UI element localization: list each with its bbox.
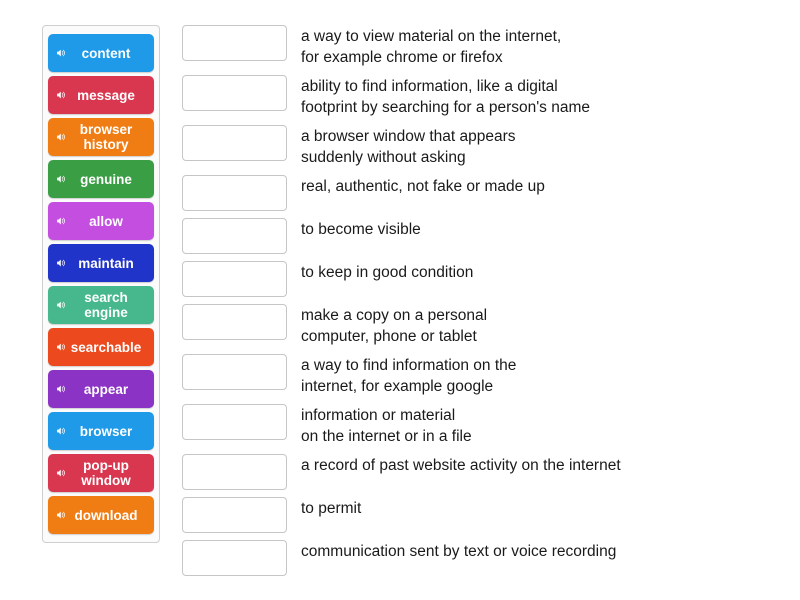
- definition-row: [182, 304, 782, 347]
- word-tile[interactable]: [48, 370, 154, 408]
- definition-text: to become visible: [301, 221, 421, 238]
- word-tile-label: search engine: [84, 290, 128, 320]
- speaker-icon[interactable]: [55, 174, 66, 185]
- definition-row: [182, 218, 782, 254]
- speaker-icon[interactable]: [55, 342, 66, 353]
- speaker-icon[interactable]: [55, 468, 66, 479]
- word-tile-label: browser history: [79, 122, 133, 152]
- speaker-icon[interactable]: [55, 132, 66, 143]
- definition-row: [182, 454, 782, 490]
- definition-text: a record of past website activity on the internet: [301, 457, 621, 474]
- word-tile[interactable]: [48, 202, 154, 240]
- answer-drop-zone[interactable]: [182, 175, 287, 211]
- speaker-icon[interactable]: [55, 258, 66, 269]
- definition-row: [182, 404, 782, 447]
- definition-text: to keep in good condition: [301, 264, 474, 281]
- definition-row: [182, 540, 782, 576]
- word-tile[interactable]: [48, 496, 154, 534]
- answer-drop-zone[interactable]: [182, 404, 287, 440]
- answer-drop-zone[interactable]: [182, 354, 287, 390]
- word-tile[interactable]: [48, 328, 154, 366]
- definition-text: a browser window that appears suddenly without asking: [301, 128, 516, 166]
- definition-text: a way to view material on the internet, for example chrome or firefox: [301, 28, 562, 66]
- answer-drop-zone[interactable]: [182, 304, 287, 340]
- definition-row: [182, 175, 782, 211]
- definition-text: communication sent by text or voice recording: [301, 543, 617, 560]
- answer-drop-zone[interactable]: [182, 540, 287, 576]
- answer-drop-zone[interactable]: [182, 261, 287, 297]
- word-tile[interactable]: [48, 244, 154, 282]
- speaker-icon[interactable]: [55, 48, 66, 59]
- word-tile-label: appear: [83, 381, 129, 397]
- word-tile[interactable]: [48, 76, 154, 114]
- definition-row: [182, 25, 782, 68]
- definition-text: make a copy on a personal computer, phone or tablet: [301, 307, 488, 345]
- word-tile[interactable]: [48, 160, 154, 198]
- word-tile-label: genuine: [80, 171, 132, 187]
- definition-text: to permit: [301, 500, 362, 517]
- word-tile-label: browser: [79, 423, 133, 439]
- word-tile[interactable]: [48, 34, 154, 72]
- definition-row: [182, 497, 782, 533]
- word-tile-label: message: [77, 87, 135, 103]
- word-tile-label: maintain: [78, 255, 134, 271]
- word-tile-label: searchable: [70, 339, 142, 355]
- word-tile[interactable]: [48, 118, 154, 156]
- definition-row: [182, 261, 782, 297]
- answer-drop-zone[interactable]: [182, 25, 287, 61]
- definition-row: [182, 354, 782, 397]
- word-bank: [42, 25, 160, 543]
- speaker-icon[interactable]: [55, 426, 66, 437]
- speaker-icon[interactable]: [55, 300, 66, 311]
- definition-text: ability to find information, like a digital footprint by searching for a person's name: [301, 78, 591, 116]
- word-tile[interactable]: [48, 412, 154, 450]
- speaker-icon[interactable]: [55, 216, 66, 227]
- speaker-icon[interactable]: [55, 90, 66, 101]
- definition-text: real, authentic, not fake or made up: [301, 178, 545, 195]
- speaker-icon[interactable]: [55, 510, 66, 521]
- definition-text: a way to find information on the internet, for example google: [301, 357, 517, 395]
- answer-drop-zone[interactable]: [182, 454, 287, 490]
- definition-row: [182, 75, 782, 118]
- word-tile-label: pop-up window: [81, 458, 131, 488]
- answer-drop-zone[interactable]: [182, 125, 287, 161]
- word-tile-label: content: [81, 45, 131, 61]
- answer-drop-zone[interactable]: [182, 497, 287, 533]
- word-tile[interactable]: [48, 454, 154, 492]
- answer-drop-zone[interactable]: [182, 75, 287, 111]
- definition-rows: [182, 25, 782, 583]
- definition-row: [182, 125, 782, 168]
- definition-text: information or material on the internet or in a file: [301, 407, 472, 445]
- word-tile[interactable]: [48, 286, 154, 324]
- word-tile-label: download: [74, 507, 138, 523]
- word-tile-label: allow: [89, 213, 123, 229]
- answer-drop-zone[interactable]: [182, 218, 287, 254]
- speaker-icon[interactable]: [55, 384, 66, 395]
